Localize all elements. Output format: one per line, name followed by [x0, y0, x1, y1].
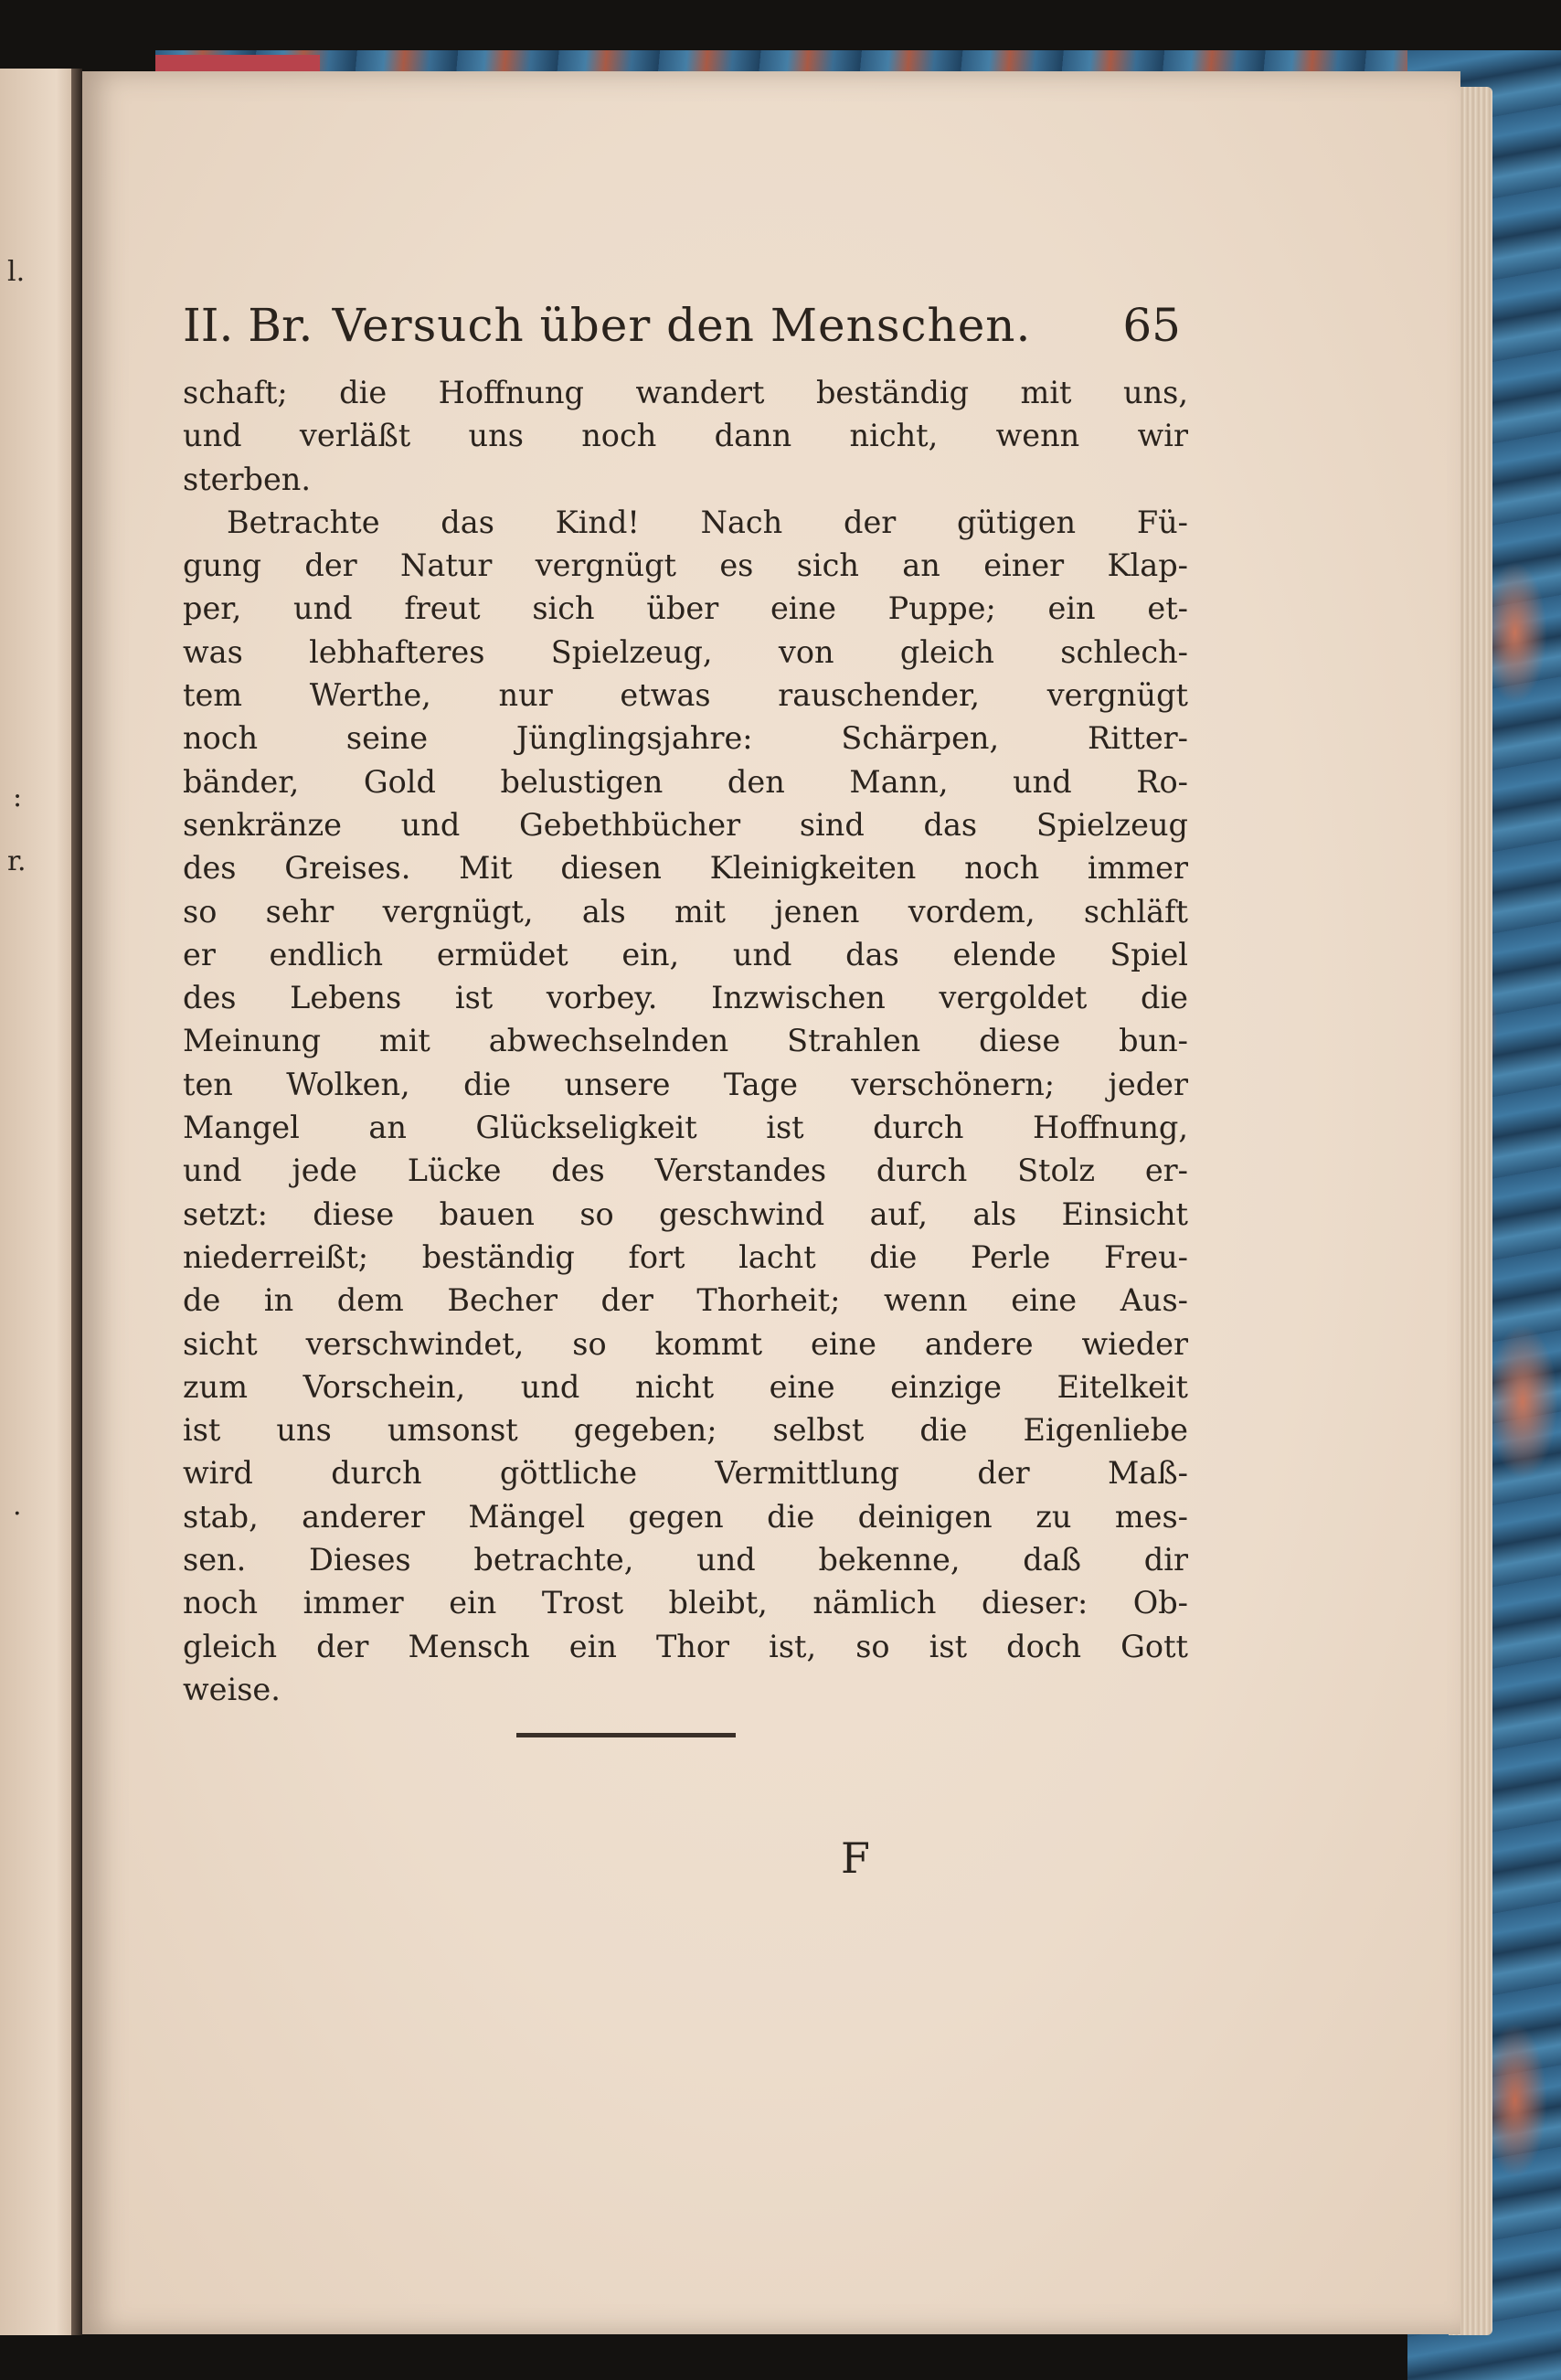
- text-line: bänder, Gold belustigen den Mann, und Ro-: [183, 763, 1188, 800]
- section-rule: [516, 1733, 736, 1737]
- page-number: 65: [1122, 299, 1181, 352]
- text-line: er endlich ermüdet ein, und das elende Spiel: [183, 936, 1188, 972]
- text-line: des Lebens ist vorbey. Inzwischen vergoldet die: [183, 980, 1188, 1016]
- text-line: zum Vorschein, und nicht eine einzige Eitelkeit: [183, 1368, 1188, 1405]
- text-line: und verläßt uns noch dann nicht, wenn wir: [183, 418, 1188, 454]
- body-text: [183, 371, 1188, 1711]
- running-title: Versuch über den Menschen.: [332, 299, 1032, 352]
- text-line: stab, anderer Mängel gegen die deinigen zu mes-: [183, 1498, 1188, 1535]
- letter-number: II. Br.: [183, 299, 313, 352]
- text-line: Mangel an Glückseligkeit ist durch Hoffnung,: [183, 1110, 1188, 1146]
- text-line: per, und freut sich über eine Puppe; ein et-: [183, 590, 1188, 627]
- page: [82, 71, 1460, 2334]
- left-page-fragment: .: [13, 1490, 22, 1522]
- text-line: was lebhafteres Spielzeug, von gleich schlech-: [183, 633, 1188, 670]
- signature-mark: F: [841, 1833, 870, 1883]
- text-line: niederreißt; beständig fort lacht die Perle Freu-: [183, 1238, 1188, 1275]
- text-line: de in dem Becher der Thorheit; wenn eine Aus-: [183, 1282, 1188, 1319]
- text-line: gleich der Mensch ein Thor ist, so ist doch Gott: [183, 1628, 1188, 1664]
- running-head: [183, 289, 1181, 362]
- text-line: senkränze und Gebethbücher sind das Spielzeug: [183, 806, 1188, 843]
- text-line: schaft; die Hoffnung wandert beständig mit uns,: [183, 375, 1188, 410]
- text-line: sen. Dieses betrachte, und bekenne, daß dir: [183, 1542, 1188, 1578]
- book-gutter: [71, 69, 82, 2335]
- text-line: des Greises. Mit diesen Kleinigkeiten noch immer: [183, 850, 1188, 887]
- text-line: sicht verschwindet, so kommt eine andere wieder: [183, 1325, 1188, 1362]
- left-page-fragment: r.: [7, 845, 27, 877]
- text-line: noch seine Jünglingsjahre: Schärpen, Ritter-: [183, 720, 1188, 757]
- text-line: weise.: [183, 1671, 281, 1707]
- text-line: Betrachte das Kind! Nach der gütigen Fü-: [227, 504, 1188, 540]
- left-page-fragment: :: [13, 781, 23, 813]
- text-line: und jede Lücke des Verstandes durch Stolz er-: [183, 1153, 1188, 1189]
- text-line: noch immer ein Trost bleibt, nämlich dieser: Ob-: [183, 1585, 1188, 1621]
- text-line: setzt: diese bauen so geschwind auf, als Einsicht: [183, 1195, 1188, 1232]
- left-page-fragment: l.: [7, 256, 26, 288]
- text-line: ten Wolken, die unsere Tage verschönern; jeder: [183, 1066, 1188, 1102]
- text-line: Meinung mit abwechselnden Strahlen diese bun-: [183, 1023, 1188, 1059]
- text-line: tem Werthe, nur etwas rauschender, vergnügt: [183, 677, 1188, 714]
- text-line: so sehr vergnügt, als mit jenen vordem, schläft: [183, 893, 1188, 930]
- text-line: wird durch göttliche Vermittlung der Maß-: [183, 1455, 1188, 1492]
- text-line: gung der Natur vergnügt es sich an einer Klap-: [183, 547, 1188, 584]
- left-page-edge: [0, 69, 80, 2335]
- text-line: sterben.: [183, 461, 311, 497]
- text-line: ist uns umsonst gegeben; selbst die Eigenliebe: [183, 1412, 1188, 1449]
